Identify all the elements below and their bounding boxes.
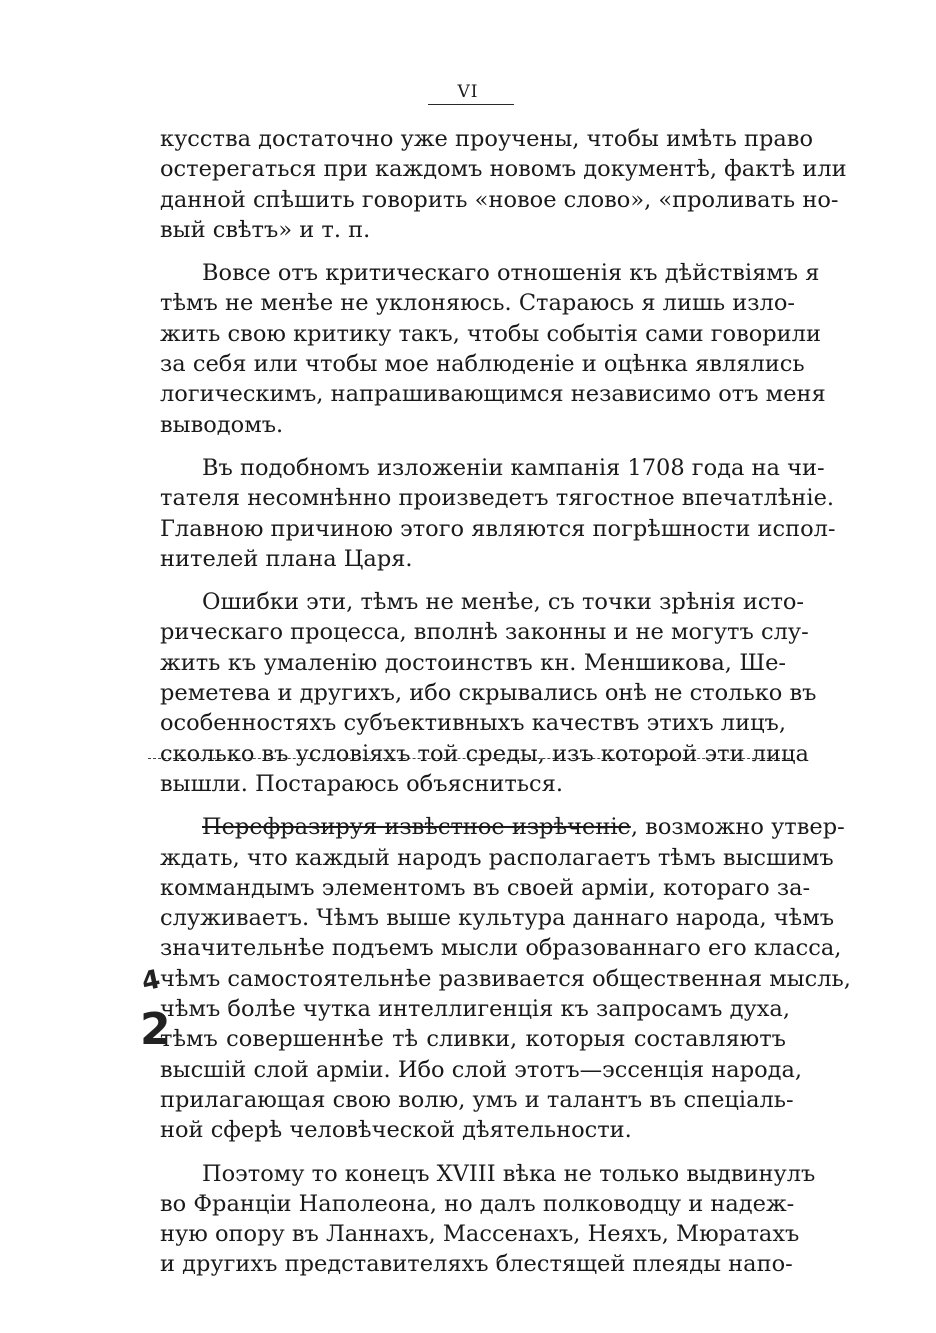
text-line: реметева и другихъ, ибо скрывались онѣ не столько въ [160, 680, 817, 707]
text-line: чѣмъ болѣе чутка интеллигенція къ запросамъ духа, [160, 996, 790, 1023]
text-line: и другихъ представителяхъ блестящей плеяды напо- [160, 1251, 793, 1278]
paragraph [160, 1159, 816, 1280]
text-line: жить свою критику такъ, чтобы событія сами говорили [160, 320, 821, 347]
text-line: данной спѣшить говорить «новое слово», «проливать но- [160, 186, 839, 213]
text-line: Главною причиною этого являются погрѣшности испол- [160, 515, 836, 542]
paragraph [160, 124, 847, 245]
text-line: Перефразируя извѣстное изрѣченіе, возможно утвер- [202, 814, 845, 841]
paragraph [160, 812, 851, 1145]
text-line: рическаго процесса, вполнѣ законны и не могутъ слу- [160, 619, 809, 646]
text-line: Ошибки эти, тѣмъ не менѣе, съ точки зрѣнія исто- [202, 589, 805, 616]
text-line: остерегаться при каждомъ новомъ документѣ, фактѣ или [160, 156, 847, 183]
text-line: ной сферѣ человѣческой дѣятельности. [160, 1117, 632, 1144]
text-line: ждать, что каждый народъ располагаетъ тѣмъ высшимъ [160, 844, 834, 871]
text-line: тѣмъ не менѣе не уклоняюсь. Стараюсь я лишь изло- [160, 290, 795, 317]
text-line: Поэтому то конецъ XVIII вѣка не только выдвинулъ [202, 1160, 816, 1187]
text-line: выводомъ. [160, 411, 284, 438]
text-line: тѣмъ совершеннѣе тѣ сливки, которыя составляютъ [160, 1026, 786, 1053]
text-line: чѣмъ самостоятельнѣе развивается общественная мысль, [160, 965, 851, 992]
text-line: жить къ умаленію достоинствъ кн. Меншикова, Ше- [160, 649, 786, 676]
text-line: кусства достаточно уже проучены, чтобы имѣть право [160, 126, 814, 152]
text-line: ную опору въ Ланнахъ, Массенахъ, Неяхъ, Мюратахъ [160, 1221, 800, 1248]
margin-mark-2: 2 [140, 1004, 171, 1055]
text-line: коммандымъ элементомъ въ своей арміи, котораго за- [160, 874, 811, 901]
text-line: за себя или чтобы мое наблюденіе и оцѣнка являлись [160, 351, 805, 378]
body-text [160, 124, 851, 1293]
paragraph [160, 587, 817, 799]
text-line: значительнѣе подъемъ мысли образованнаго его класса, [160, 935, 842, 962]
text-line: сколько въ условіяхъ той среды, изъ которой эти лица [160, 740, 809, 767]
page-number: VI [457, 82, 479, 102]
text-line: служиваетъ. Чѣмъ выше культура даннаго народа, чѣмъ [160, 905, 835, 932]
text-line: прилагающая свою волю, умъ и талантъ въ спеціаль- [160, 1086, 794, 1113]
text-line: вышли. Постараюсь объясниться. [160, 770, 563, 797]
text-line: логическимъ, напрашивающимся независимо отъ меня [160, 381, 826, 408]
text-line: Вовсе отъ критическаго отношенія къ дѣйствіямъ я [202, 260, 820, 287]
paragraph [160, 258, 826, 440]
text-line: Въ подобномъ изложеніи кампанія 1708 года на чи- [202, 454, 825, 481]
text-line: высшій слой арміи. Ибо слой этотъ—эссенція народа, [160, 1056, 803, 1083]
page-number-rule [428, 104, 514, 105]
struck-text: Перефразируя извѣстное изрѣченіе [202, 814, 631, 841]
margin-mark-4: 4 [139, 964, 164, 998]
text-line: вый свѣтъ» и т. п. [160, 216, 371, 243]
text-line: тателя несомнѣнно произведетъ тягостное впечатлѣніе. [160, 485, 835, 512]
text-line: особенностяхъ субъективныхъ качествъ этихъ лицъ, [160, 710, 787, 737]
text-line: во Франціи Наполеона, но далъ полководцу и надеж- [160, 1190, 795, 1217]
paragraph [160, 453, 836, 574]
text-line: нителей плана Царя. [160, 545, 413, 572]
